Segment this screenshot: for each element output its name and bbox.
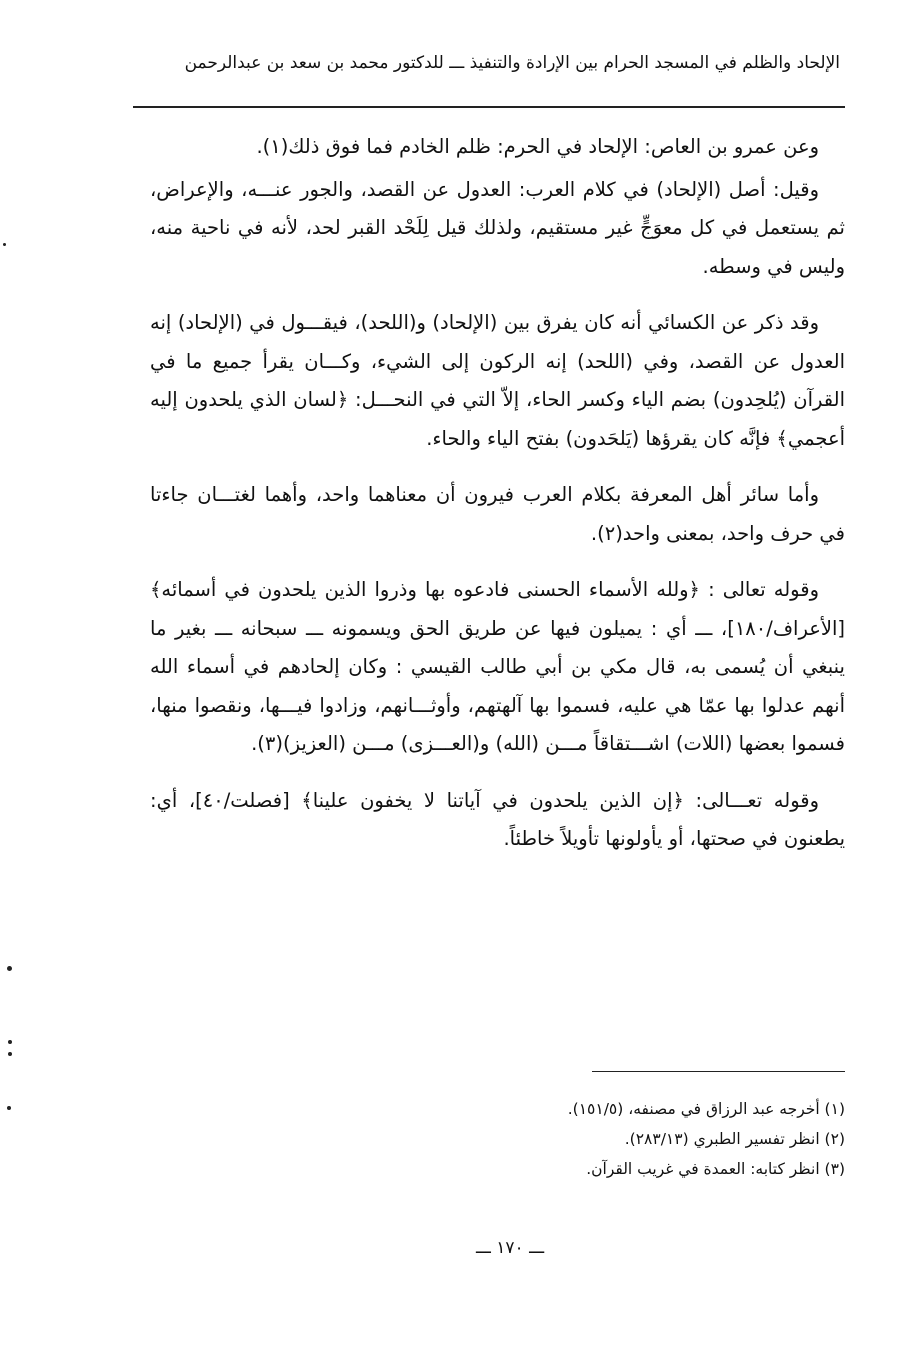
footnote: (٣) انظر كتابه: العمدة في غريب القرآن. (586, 1160, 845, 1178)
footnote: (٢) انظر تفسير الطبري (٢٨٣/١٣). (624, 1130, 845, 1148)
scan-speck (8, 1040, 12, 1044)
footnote: (١) أخرجه عبد الرزاق في مصنفه، (١٥١/٥). (567, 1100, 845, 1118)
footnotes (360, 1094, 845, 1184)
paragraph: وقيل: أصل (الإلحاد) في كلام العرب: العدول عن القصد، والجور عنـــه، والإعراض، ثم يستعمل في كل معوَجٍّ غير مستقيم، ولذلك قيل لِلَحْد القبر لحد، لأنه في ناحية منه، وليس في وسطه. (150, 177, 845, 278)
header-divider (133, 106, 845, 108)
paragraph: وقوله تعالى : ﴿ولله الأسماء الحسنى فادعوه بها وذروا الذين يلحدون في أسمائه﴾ [الأعراف/١٨٠]، ـــ أي : يميلون فيها عن طريق الحق ويسمونه ـــ سبحانه ـــ بغير ما ينبغي أن يُسمى به، قال مكي بن أبي طالب القيسي : وكان إلحادهم في أسماء الله أنهم عدلوا بها عمّا هي عليه، فسموا بها آلهتهم، وأوثـــانهم، وزادوا فيـــها، ونقصوا منها، فسموا بعضها (اللات) اشـــتقاقاً مـــن (الله) و(العـــزى) مـــن (العزيز)(٣). (150, 578, 845, 755)
running-header: الإلحاد والظلم في المسجد الحرام بين الإرادة والتنفيذ ـــ للدكتور محمد بن سعد بن عبدالرحمن (184, 53, 840, 73)
page-number: ـــ ١٧٠ ـــ (475, 1238, 545, 1258)
paragraph: وقد ذكر عن الكسائي أنه كان يفرق بين (الإلحاد) و(اللحد)، فيقـــول في (الإلحاد) إنه العدول عن القصد، وفي (اللحد) إنه الركون إلى الشيء، وكـــان يقرأ جميع ما في القرآن (يُلحِدون) بضم الياء وكسر الحاء، إلاّ التي في النحـــل: ﴿لسان الذي يلحدون إليه أعجمي﴾ فإنَّه كان يقرؤها (يَلحَدون) بفتح الياء والحاء. (150, 311, 845, 450)
scan-speck (8, 1052, 12, 1056)
scan-speck (7, 966, 12, 971)
scan-speck (7, 1106, 11, 1110)
paragraph: وعن عمرو بن العاص: الإلحاد في الحرم: ظلم الخادم فما فوق ذلك(١). (256, 135, 819, 158)
footnote-divider (592, 1071, 845, 1072)
scan-speck (3, 243, 6, 246)
main-text (150, 128, 845, 877)
paragraph: وقوله تعـــالى: ﴿إن الذين يلحدون في آياتنا لا يخفون علينا﴾ [فصلت/٤٠]، أي: يطعنون في صحتها، أو يأولونها تأويلاً خاطئاً. (150, 788, 845, 850)
paragraph: وأما سائر أهل المعرفة بكلام العرب فيرون أن معناهما واحد، وأهما لغتـــان جاءتا في حرف واحد، بمعنى واحد(٢). (150, 483, 845, 545)
